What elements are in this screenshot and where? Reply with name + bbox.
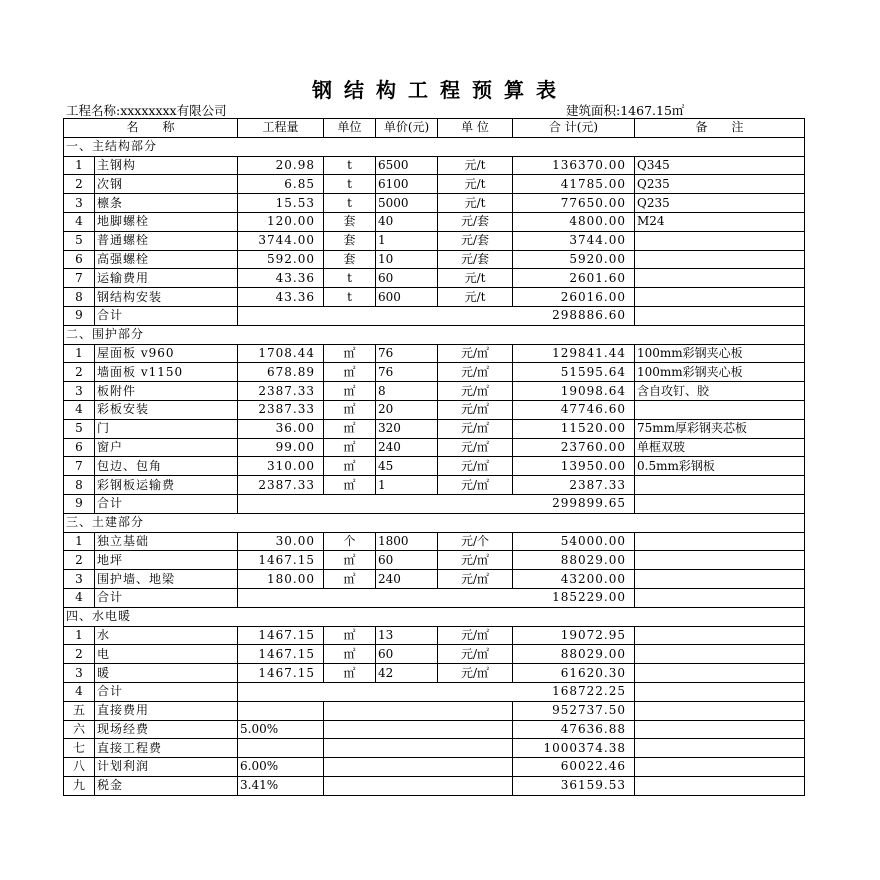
item-name: 水 bbox=[95, 626, 238, 645]
item-price: 13 bbox=[376, 626, 438, 645]
summary-label: 现场经费 bbox=[95, 720, 238, 739]
item-note bbox=[635, 250, 805, 269]
item-price-unit: 元/㎡ bbox=[438, 457, 513, 476]
item-price-unit: 元/㎡ bbox=[438, 419, 513, 438]
item-total: 3744.00 bbox=[513, 231, 635, 250]
item-price: 42 bbox=[376, 664, 438, 683]
summary-value: 952737.50 bbox=[513, 701, 635, 720]
row-number: 九 bbox=[64, 776, 95, 795]
item-price-unit: 元/㎡ bbox=[438, 400, 513, 419]
item-unit: 套 bbox=[324, 231, 376, 250]
item-unit: ㎡ bbox=[324, 551, 376, 570]
item-unit: ㎡ bbox=[324, 363, 376, 382]
item-price: 5000 bbox=[376, 194, 438, 213]
item-name: 檩条 bbox=[95, 194, 238, 213]
item-price: 60 bbox=[376, 645, 438, 664]
item-note bbox=[635, 570, 805, 589]
item-note bbox=[635, 588, 805, 607]
subtotal-label: 合计 bbox=[95, 494, 238, 513]
item-total: 11520.00 bbox=[513, 419, 635, 438]
item-total: 5920.00 bbox=[513, 250, 635, 269]
summary-label: 计划利润 bbox=[95, 758, 238, 777]
item-price-unit: 元/t bbox=[438, 175, 513, 194]
item-total: 77650.00 bbox=[513, 194, 635, 213]
subtotal-label: 合计 bbox=[95, 682, 238, 701]
item-quantity: 120.00 bbox=[238, 212, 324, 231]
row-number: 3 bbox=[64, 382, 95, 401]
row-number: 5 bbox=[64, 231, 95, 250]
item-total: 2601.60 bbox=[513, 269, 635, 288]
item-price-unit: 元/t bbox=[438, 156, 513, 175]
item-total: 41785.00 bbox=[513, 175, 635, 194]
item-quantity: 6.85 bbox=[238, 175, 324, 194]
table-row bbox=[64, 626, 805, 645]
item-price-unit: 元/㎡ bbox=[438, 664, 513, 683]
item-name: 彩板安装 bbox=[95, 400, 238, 419]
summary-label: 直接工程费 bbox=[95, 739, 238, 758]
subtotal-row bbox=[64, 588, 805, 607]
item-note bbox=[635, 400, 805, 419]
item-price: 240 bbox=[376, 570, 438, 589]
item-price-unit: 元/t bbox=[438, 288, 513, 307]
row-number: 4 bbox=[64, 682, 95, 701]
item-note bbox=[635, 626, 805, 645]
item-note: 0.5mm彩钢板 bbox=[635, 457, 805, 476]
item-name: 包边、包角 bbox=[95, 457, 238, 476]
item-name: 围护墙、地梁 bbox=[95, 570, 238, 589]
item-price-unit: 元/套 bbox=[438, 231, 513, 250]
item-price: 76 bbox=[376, 344, 438, 363]
row-number: 6 bbox=[64, 250, 95, 269]
item-price-unit: 元/㎡ bbox=[438, 344, 513, 363]
item-total: 26016.00 bbox=[513, 288, 635, 307]
item-price-unit: 元/㎡ bbox=[438, 382, 513, 401]
summary-blank bbox=[324, 720, 513, 739]
item-note bbox=[635, 532, 805, 551]
item-total: 19098.64 bbox=[513, 382, 635, 401]
item-name: 窗户 bbox=[95, 438, 238, 457]
item-note: Q345 bbox=[635, 156, 805, 175]
row-number: 9 bbox=[64, 494, 95, 513]
section-title: 一、主结构部分 bbox=[64, 137, 805, 156]
table-row bbox=[64, 551, 805, 570]
row-number: 8 bbox=[64, 288, 95, 307]
item-unit: ㎡ bbox=[324, 457, 376, 476]
item-price: 1 bbox=[376, 231, 438, 250]
item-price: 6100 bbox=[376, 175, 438, 194]
table-row bbox=[64, 212, 805, 231]
table-row bbox=[64, 156, 805, 175]
section-title: 三、土建部分 bbox=[64, 513, 805, 532]
item-note bbox=[635, 306, 805, 325]
row-number: 6 bbox=[64, 438, 95, 457]
item-unit: 套 bbox=[324, 212, 376, 231]
item-name: 独立基础 bbox=[95, 532, 238, 551]
item-unit: t bbox=[324, 156, 376, 175]
summary-rate bbox=[238, 701, 324, 720]
summary-row bbox=[64, 739, 805, 758]
item-price: 1 bbox=[376, 476, 438, 495]
table-row bbox=[64, 664, 805, 683]
table-row bbox=[64, 382, 805, 401]
item-note bbox=[635, 758, 805, 777]
row-number: 2 bbox=[64, 551, 95, 570]
summary-value: 47636.88 bbox=[513, 720, 635, 739]
row-number: 5 bbox=[64, 419, 95, 438]
item-quantity: 43.36 bbox=[238, 269, 324, 288]
header-price-unit: 单 位 bbox=[438, 119, 513, 138]
item-note: Q235 bbox=[635, 194, 805, 213]
table-row bbox=[64, 250, 805, 269]
item-total: 23760.00 bbox=[513, 438, 635, 457]
item-total: 61620.30 bbox=[513, 664, 635, 683]
table-row bbox=[64, 363, 805, 382]
item-unit: t bbox=[324, 269, 376, 288]
item-note: 100mm彩钢夹心板 bbox=[635, 344, 805, 363]
summary-blank bbox=[324, 701, 513, 720]
row-number: 2 bbox=[64, 363, 95, 382]
header-total: 合 计(元) bbox=[513, 119, 635, 138]
section-row bbox=[64, 325, 805, 344]
item-quantity: 20.98 bbox=[238, 156, 324, 175]
subtotal-label: 合计 bbox=[95, 306, 238, 325]
page-title: 钢结构工程预算表 bbox=[312, 78, 568, 102]
item-unit: t bbox=[324, 194, 376, 213]
summary-value: 36159.53 bbox=[513, 776, 635, 795]
item-note: 75mm厚彩钢夹芯板 bbox=[635, 419, 805, 438]
summary-row bbox=[64, 776, 805, 795]
item-unit: ㎡ bbox=[324, 570, 376, 589]
item-price: 320 bbox=[376, 419, 438, 438]
item-quantity: 15.53 bbox=[238, 194, 324, 213]
subtotal-value: 168722.25 bbox=[238, 682, 635, 701]
item-note bbox=[635, 701, 805, 720]
item-unit: ㎡ bbox=[324, 664, 376, 683]
row-number: 八 bbox=[64, 758, 95, 777]
item-price-unit: 元/㎡ bbox=[438, 645, 513, 664]
summary-row bbox=[64, 701, 805, 720]
table-row bbox=[64, 344, 805, 363]
item-note bbox=[635, 231, 805, 250]
row-number: 4 bbox=[64, 400, 95, 419]
item-quantity: 2387.33 bbox=[238, 382, 324, 401]
item-note: 含自攻钉、胶 bbox=[635, 382, 805, 401]
subtotal-value: 185229.00 bbox=[238, 588, 635, 607]
item-price: 60 bbox=[376, 551, 438, 570]
row-number: 1 bbox=[64, 532, 95, 551]
subtotal-value: 298886.60 bbox=[238, 306, 635, 325]
item-name: 地脚螺栓 bbox=[95, 212, 238, 231]
subtotal-label: 合计 bbox=[95, 588, 238, 607]
item-price-unit: 元/t bbox=[438, 194, 513, 213]
budget-table bbox=[63, 118, 805, 796]
subtotal-row bbox=[64, 494, 805, 513]
item-name: 屋面板 v960 bbox=[95, 344, 238, 363]
summary-blank bbox=[324, 776, 513, 795]
table-row bbox=[64, 419, 805, 438]
item-quantity: 30.00 bbox=[238, 532, 324, 551]
row-number: 3 bbox=[64, 570, 95, 589]
item-price-unit: 元/套 bbox=[438, 250, 513, 269]
item-price: 10 bbox=[376, 250, 438, 269]
item-total: 19072.95 bbox=[513, 626, 635, 645]
table-row bbox=[64, 269, 805, 288]
summary-blank bbox=[324, 739, 513, 758]
item-name: 电 bbox=[95, 645, 238, 664]
table-row bbox=[64, 457, 805, 476]
item-total: 43200.00 bbox=[513, 570, 635, 589]
row-number: 1 bbox=[64, 626, 95, 645]
summary-rate bbox=[238, 739, 324, 758]
row-number: 4 bbox=[64, 212, 95, 231]
table-row bbox=[64, 645, 805, 664]
item-name: 门 bbox=[95, 419, 238, 438]
summary-value: 1000374.38 bbox=[513, 739, 635, 758]
header-note: 备 注 bbox=[635, 119, 805, 138]
item-quantity: 592.00 bbox=[238, 250, 324, 269]
item-quantity: 678.89 bbox=[238, 363, 324, 382]
table-row bbox=[64, 400, 805, 419]
summary-rate: 5.00% bbox=[238, 720, 324, 739]
item-unit: ㎡ bbox=[324, 645, 376, 664]
subtotal-row bbox=[64, 682, 805, 701]
item-price-unit: 元/㎡ bbox=[438, 570, 513, 589]
item-price: 40 bbox=[376, 212, 438, 231]
item-name: 普通螺栓 bbox=[95, 231, 238, 250]
item-total: 54000.00 bbox=[513, 532, 635, 551]
item-note bbox=[635, 288, 805, 307]
item-quantity: 1467.15 bbox=[238, 645, 324, 664]
summary-value: 60022.46 bbox=[513, 758, 635, 777]
item-unit: 套 bbox=[324, 250, 376, 269]
item-name: 暖 bbox=[95, 664, 238, 683]
item-unit: 个 bbox=[324, 532, 376, 551]
item-quantity: 1467.15 bbox=[238, 626, 324, 645]
item-unit: ㎡ bbox=[324, 476, 376, 495]
item-price: 45 bbox=[376, 457, 438, 476]
row-number: 2 bbox=[64, 645, 95, 664]
header-unit: 单位 bbox=[324, 119, 376, 138]
item-price-unit: 元/㎡ bbox=[438, 363, 513, 382]
table-row bbox=[64, 194, 805, 213]
header-name: 名 称 bbox=[64, 119, 238, 138]
summary-row bbox=[64, 758, 805, 777]
item-note bbox=[635, 269, 805, 288]
item-total: 51595.64 bbox=[513, 363, 635, 382]
row-number: 五 bbox=[64, 701, 95, 720]
item-name: 钢结构安装 bbox=[95, 288, 238, 307]
item-unit: t bbox=[324, 288, 376, 307]
table-row bbox=[64, 476, 805, 495]
item-price: 8 bbox=[376, 382, 438, 401]
item-note: M24 bbox=[635, 212, 805, 231]
building-area: 建筑面积:1467.15㎡ bbox=[566, 103, 685, 118]
item-price: 60 bbox=[376, 269, 438, 288]
item-unit: t bbox=[324, 175, 376, 194]
summary-blank bbox=[324, 758, 513, 777]
item-quantity: 3744.00 bbox=[238, 231, 324, 250]
item-quantity: 99.00 bbox=[238, 438, 324, 457]
table-row bbox=[64, 438, 805, 457]
row-number: 7 bbox=[64, 457, 95, 476]
item-name: 运输费用 bbox=[95, 269, 238, 288]
item-total: 4800.00 bbox=[513, 212, 635, 231]
item-name: 次钢 bbox=[95, 175, 238, 194]
section-row bbox=[64, 607, 805, 626]
item-total: 13950.00 bbox=[513, 457, 635, 476]
summary-rate: 6.00% bbox=[238, 758, 324, 777]
summary-label: 税金 bbox=[95, 776, 238, 795]
item-quantity: 36.00 bbox=[238, 419, 324, 438]
section-row bbox=[64, 513, 805, 532]
item-quantity: 1467.15 bbox=[238, 664, 324, 683]
table-row bbox=[64, 288, 805, 307]
table-row bbox=[64, 231, 805, 250]
item-quantity: 1467.15 bbox=[238, 551, 324, 570]
item-unit: ㎡ bbox=[324, 382, 376, 401]
row-number: 3 bbox=[64, 194, 95, 213]
row-number: 七 bbox=[64, 739, 95, 758]
item-price: 240 bbox=[376, 438, 438, 457]
item-price-unit: 元/㎡ bbox=[438, 476, 513, 495]
summary-row bbox=[64, 720, 805, 739]
item-note: 100mm彩钢夹心板 bbox=[635, 363, 805, 382]
item-price: 76 bbox=[376, 363, 438, 382]
item-unit: ㎡ bbox=[324, 344, 376, 363]
item-total: 2387.33 bbox=[513, 476, 635, 495]
item-price-unit: 元/个 bbox=[438, 532, 513, 551]
summary-rate: 3.41% bbox=[238, 776, 324, 795]
header-qty: 工程量 bbox=[238, 119, 324, 138]
item-total: 47746.60 bbox=[513, 400, 635, 419]
item-price-unit: 元/t bbox=[438, 269, 513, 288]
row-number: 1 bbox=[64, 156, 95, 175]
item-price: 600 bbox=[376, 288, 438, 307]
item-price: 20 bbox=[376, 400, 438, 419]
item-price: 1800 bbox=[376, 532, 438, 551]
item-quantity: 2387.33 bbox=[238, 476, 324, 495]
item-unit: ㎡ bbox=[324, 626, 376, 645]
item-name: 主钢构 bbox=[95, 156, 238, 175]
item-price-unit: 元/㎡ bbox=[438, 438, 513, 457]
header-price: 单价(元) bbox=[376, 119, 438, 138]
row-number: 3 bbox=[64, 664, 95, 683]
row-number: 8 bbox=[64, 476, 95, 495]
item-quantity: 180.00 bbox=[238, 570, 324, 589]
section-title: 二、围护部分 bbox=[64, 325, 805, 344]
row-number: 1 bbox=[64, 344, 95, 363]
project-name: 工程名称:xxxxxxxx有限公司 bbox=[66, 103, 227, 118]
subtotal-value: 299899.65 bbox=[238, 494, 635, 513]
subtotal-row bbox=[64, 306, 805, 325]
item-price: 6500 bbox=[376, 156, 438, 175]
item-unit: ㎡ bbox=[324, 438, 376, 457]
row-number: 7 bbox=[64, 269, 95, 288]
item-total: 88029.00 bbox=[513, 645, 635, 664]
item-note: Q235 bbox=[635, 175, 805, 194]
item-note bbox=[635, 720, 805, 739]
item-name: 地坪 bbox=[95, 551, 238, 570]
header-row bbox=[64, 119, 805, 138]
item-unit: ㎡ bbox=[324, 419, 376, 438]
table-row bbox=[64, 175, 805, 194]
row-number: 9 bbox=[64, 306, 95, 325]
item-note bbox=[635, 682, 805, 701]
item-note bbox=[635, 494, 805, 513]
item-quantity: 310.00 bbox=[238, 457, 324, 476]
item-name: 高强螺栓 bbox=[95, 250, 238, 269]
item-note bbox=[635, 776, 805, 795]
section-title: 四、水电暖 bbox=[64, 607, 805, 626]
item-name: 彩钢板运输费 bbox=[95, 476, 238, 495]
item-name: 墙面板 v1150 bbox=[95, 363, 238, 382]
table-row bbox=[64, 570, 805, 589]
item-quantity: 43.36 bbox=[238, 288, 324, 307]
row-number: 六 bbox=[64, 720, 95, 739]
item-note bbox=[635, 476, 805, 495]
item-note bbox=[635, 551, 805, 570]
item-total: 136370.00 bbox=[513, 156, 635, 175]
item-name: 板附件 bbox=[95, 382, 238, 401]
item-total: 88029.00 bbox=[513, 551, 635, 570]
item-quantity: 1708.44 bbox=[238, 344, 324, 363]
row-number: 4 bbox=[64, 588, 95, 607]
table-row bbox=[64, 532, 805, 551]
item-note bbox=[635, 739, 805, 758]
item-total: 129841.44 bbox=[513, 344, 635, 363]
row-number: 2 bbox=[64, 175, 95, 194]
item-price-unit: 元/套 bbox=[438, 212, 513, 231]
item-price-unit: 元/㎡ bbox=[438, 551, 513, 570]
item-quantity: 2387.33 bbox=[238, 400, 324, 419]
item-price-unit: 元/㎡ bbox=[438, 626, 513, 645]
section-row bbox=[64, 137, 805, 156]
item-unit: ㎡ bbox=[324, 400, 376, 419]
item-note bbox=[635, 645, 805, 664]
item-note: 单框双玻 bbox=[635, 438, 805, 457]
item-note bbox=[635, 664, 805, 683]
summary-label: 直接费用 bbox=[95, 701, 238, 720]
